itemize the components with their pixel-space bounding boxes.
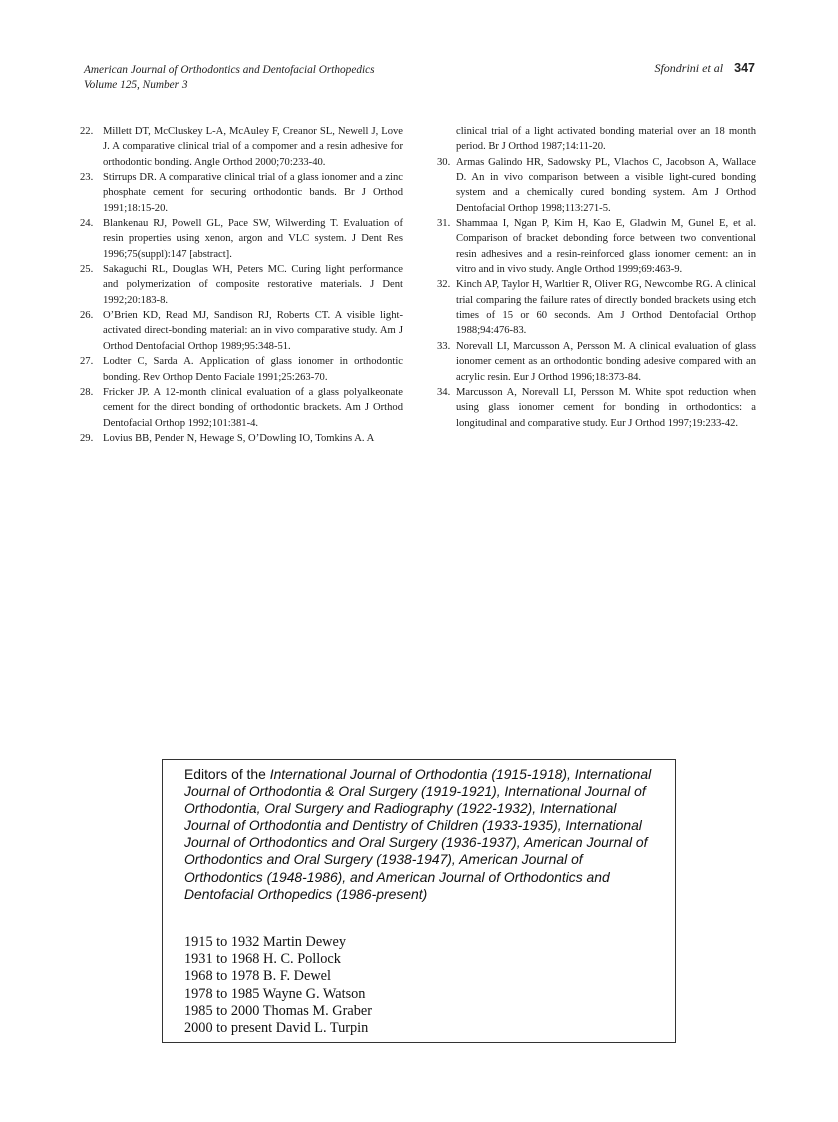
page-header-right: [654, 61, 755, 76]
reference-item: 31. Shammaa I, Ngan P, Kim H, Kao E, Gladwin M, Gunel E, et al. Comparison of bracket debonding force between two conventional resin adhesives and a resin-reinforced glass ionomer cement: an in vitro and in vivo study. Angle Orthod 1999;69:463-9.: [437, 218, 756, 276]
reference-item: 22. Millett DT, McCluskey L-A, McAuley F, Creanor SL, Newell J, Love J. A comparative clinical trial of a compomer and a resin adhesive for orthodontic bonding. Angle Orthod 2000;70:233-40.: [80, 126, 403, 168]
reference-item: 29. Lovius BB, Pender N, Hewage S, O’Dowling IO, Tomkins A. A: [80, 432, 375, 444]
reference-item: 24. Blankenau RJ, Powell GL, Pace SW, Wilwerding T. Evaluation of resin properties using xenon, argon and VLC system. J Dent Res 1996;75(suppl):147 [abstract].: [80, 218, 403, 260]
journal-title: American Journal of Orthodontics and Dentofacial Orthopedics: [84, 64, 375, 76]
editor-entry: 1968 to 1978 B. F. Dewel: [184, 968, 331, 985]
volume-issue: Volume 125, Number 3: [84, 79, 188, 91]
editor-entry: 1978 to 1985 Wayne G. Watson: [184, 985, 366, 1002]
reference-item: 32. Kinch AP, Taylor H, Warltier R, Oliver RG, Newcombe RG. A clinical trial comparing the failure rates of directly bonded brackets using etch times of 15 or 60 seconds. Am J Orthod Dentofacial Orthop 1988;94:476-83.: [437, 279, 756, 337]
editor-entry: 1985 to 2000 Thomas M. Graber: [184, 1002, 372, 1019]
running-authors: Sfondrini et al: [654, 61, 724, 75]
editors-box-title: [184, 766, 664, 903]
references-column-left: [80, 124, 403, 446]
reference-item: 30. Armas Galindo HR, Sadowsky PL, Vlachos C, Jacobson A, Wallace D. An in vivo comparison between a visible light-cured bonding system and a chemically cured bonding system. Am J Orthod Dentofacial Orthop 1998;113:271-5.: [437, 156, 756, 214]
running-header: [84, 63, 375, 93]
reference-item: 34. Marcusson A, Norevall LI, Persson M. White spot reduction when using glass ionomer cement for bonding in orthodontics: a longitudinal and comparative study. Eur J Orthod 1997;19:233-42.: [437, 386, 756, 429]
reference-item-continued: clinical trial of a light activated bonding material over an 18 month period. Br J Orthod 1987;14:11-20.: [456, 126, 756, 153]
page-number: 347: [734, 61, 755, 75]
editor-entry: 2000 to present David L. Turpin: [184, 1020, 369, 1037]
editor-entry: 1931 to 1968 H. C. Pollock: [184, 951, 341, 968]
editors-title-prefix: Editors of the: [184, 766, 270, 782]
reference-item: 33. Norevall LI, Marcusson A, Persson M. A clinical evaluation of glass ionomer cement as an orthodontic bonding adesive compared with an acrylic resin. Eur J Orthod 1996;18:373-84.: [437, 340, 756, 383]
reference-item: 23. Stirrups DR. A comparative clinical trial of a glass ionomer and a zinc phosphate cement for securing orthodontic bands. Br J Orthod 1991;18:15-20.: [80, 172, 403, 214]
reference-item: 25. Sakaguchi RL, Douglas WH, Peters MC. Curing light performance and polymerization of composite restorative materials. J Dent 1992;20:183-8.: [80, 264, 403, 306]
references-column-right: [437, 124, 756, 431]
reference-item: 27. Lodter C, Sarda A. Application of glass ionomer in orthodontic bonding. Rev Orthop Dento Faciale 1991;25:263-70.: [80, 356, 403, 383]
editor-entry: 1915 to 1932 Martin Dewey: [184, 934, 347, 950]
editors-list: [184, 934, 372, 1037]
editors-title-journals: International Journal of Orthodontia (1915-1918), International Journal of Orthodontia & Oral Surgery (1919-1921), International Journal of Orthodontia, Oral Surgery and Radiography (1922-1932), International Journal of Orthodontia and Dentistry of Children (1933-1935), International Journal of Orthodontics and Oral Surgery (1936-1937), American Journal of Orthodontics and Oral Surgery (1938-1947), American Journal of Orthodontics (1948-1986), and American Journal of Orthodontics and Dentofacial Orthopedics (1986-present): [184, 766, 652, 902]
reference-item: 26. O’Brien KD, Read MJ, Sandison RJ, Roberts CT. A visible light-activated direct-bonding material: an in vivo comparative study. Am J Orthod Dentofacial Orthop 1989;95:348-51.: [80, 310, 403, 352]
reference-item: 28. Fricker JP. A 12-month clinical evaluation of a glass polyalkeonate cement for the direct bonding of orthodontic brackets. Am J Orthod Dentofacial Orthop 1992;101:381-4.: [80, 386, 403, 429]
editors-box: [162, 759, 676, 1043]
